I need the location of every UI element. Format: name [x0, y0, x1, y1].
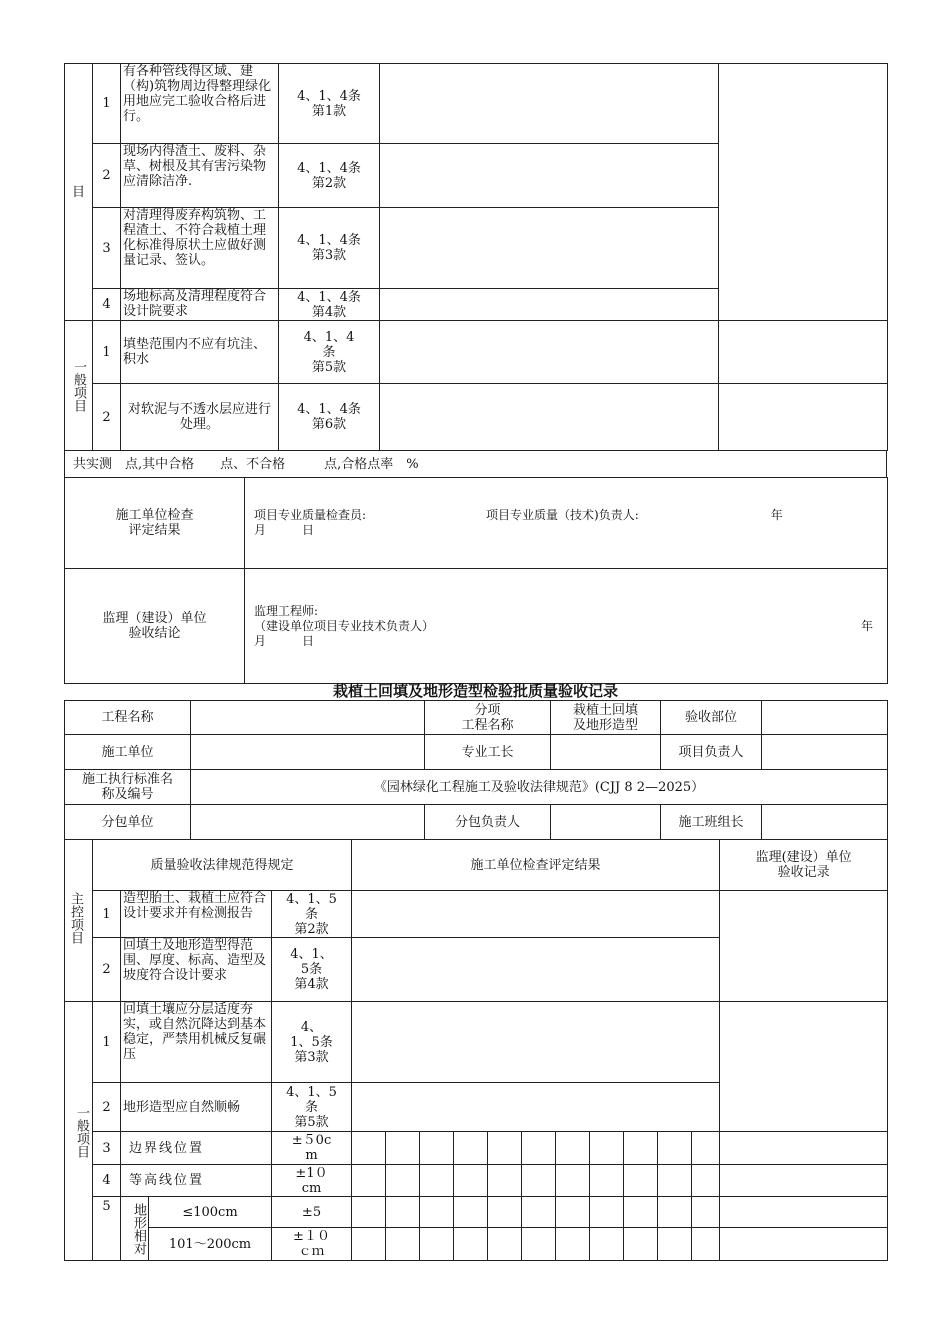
foreman-field[interactable] [551, 735, 661, 770]
row-number: 4 [93, 1165, 121, 1197]
measure-cell[interactable] [658, 1197, 692, 1228]
item-text: 回填土及地形造型得范围、厚度、标高、造型及坡度符合设计要求 [121, 938, 272, 1002]
sub-item: 101～200cm [149, 1228, 272, 1261]
clause: 4、1、 5条 第4款 [272, 938, 352, 1002]
tolerance: ±５0c m [272, 1132, 352, 1165]
main-items-label-text: 主控项目 [68, 891, 83, 944]
measure-cell[interactable] [386, 1165, 420, 1197]
measure-cell[interactable] [454, 1228, 488, 1261]
measure-cell[interactable] [590, 1132, 624, 1165]
item-text: 对软泥与不透水层应进行处理。 [121, 384, 279, 451]
supervisor-cell[interactable] [720, 1165, 888, 1197]
contractor-result-cell[interactable] [245, 478, 888, 569]
supervisor-cell[interactable] [720, 1002, 888, 1132]
supervisor-conclusion-label: 监理（建设）单位 验收结论 [65, 569, 245, 684]
summary-line: 共实测 点,其中合格 点、不合格 点,合格点率 % [65, 451, 887, 478]
measure-cell[interactable] [658, 1228, 692, 1261]
supervisor-cell[interactable] [719, 321, 888, 384]
supervisor-date-line: 月 日 [254, 633, 315, 648]
team-leader-field[interactable] [762, 805, 888, 840]
measure-cell[interactable] [352, 1228, 386, 1261]
check-cell[interactable] [380, 289, 719, 321]
measure-cell[interactable] [590, 1165, 624, 1197]
clause: 4、1、4条 第2款 [279, 144, 380, 208]
row-number: 5 [93, 1197, 121, 1261]
measure-cell[interactable] [420, 1132, 454, 1165]
measure-cell[interactable] [420, 1165, 454, 1197]
check-cell[interactable] [352, 938, 720, 1002]
measure-cell[interactable] [420, 1197, 454, 1228]
summary-table [64, 450, 887, 478]
contractor-result-label: 施工单位检查 评定结果 [65, 478, 245, 569]
subcontractor-field[interactable] [191, 805, 425, 840]
measure-cell[interactable] [692, 1228, 720, 1261]
measure-cell[interactable] [488, 1165, 522, 1197]
check-cell[interactable] [352, 891, 720, 938]
measure-cell[interactable] [658, 1132, 692, 1165]
measure-cell[interactable] [522, 1132, 556, 1165]
sub-item: ≤100cm [149, 1197, 272, 1228]
check-cell[interactable] [380, 321, 719, 384]
row-number: 4 [93, 289, 121, 321]
subcontractor-label: 分包单位 [65, 805, 191, 840]
clause: 4、1、4条 第1款 [279, 64, 380, 144]
row-number: 3 [93, 1132, 121, 1165]
main-items-label [65, 840, 93, 1002]
item-text: 边界线位置 [121, 1132, 272, 1165]
measure-cell[interactable] [386, 1197, 420, 1228]
check-cell[interactable] [380, 64, 719, 144]
supervisor-cell[interactable] [719, 64, 888, 321]
supervisor-cell[interactable] [720, 1197, 888, 1228]
measure-cell[interactable] [556, 1132, 590, 1165]
check-header: 施工单位检查评定结果 [352, 840, 720, 891]
signoff-table [64, 477, 888, 684]
tolerance: ±１０ ｃｍ [272, 1228, 352, 1261]
measure-cell[interactable] [590, 1197, 624, 1228]
manager-label: 项目负责人 [661, 735, 762, 770]
supervisor-cell[interactable] [720, 1132, 888, 1165]
project-name-label: 工程名称 [65, 701, 191, 735]
general-label [65, 321, 93, 451]
tolerance: ±5 [272, 1197, 352, 1228]
measure-cell[interactable] [590, 1228, 624, 1261]
sub-project-label: 分项 工程名称 [425, 701, 551, 735]
measure-cell[interactable] [420, 1228, 454, 1261]
supervisor-cell[interactable] [719, 384, 888, 451]
measure-cell[interactable] [454, 1165, 488, 1197]
clause: 4、1、4条 第3款 [279, 208, 380, 289]
item-text: 对清理得废弃构筑物、工程渣土、不符合栽植土理化标准得原状土应做好测量记录、签认。 [121, 208, 279, 289]
measure-cell[interactable] [454, 1132, 488, 1165]
form-title: 栽植土回填及地形造型检验批质量验收记录 [332, 682, 618, 700]
foreman-label: 专业工长 [425, 735, 551, 770]
supervisor-cell[interactable] [720, 891, 888, 1002]
measure-cell[interactable] [556, 1197, 590, 1228]
row5-label [121, 1197, 149, 1261]
header-table [64, 700, 888, 840]
clause: 4、1、4条 第4款 [279, 289, 380, 321]
spec-header: 质量验收法律规范得规定 [93, 840, 352, 891]
row-number: 1 [93, 1002, 121, 1083]
sub-project-value: 栽植土回填 及地形造型 [551, 701, 661, 735]
check-cell[interactable] [380, 384, 719, 451]
sub-manager-label: 分包负责人 [425, 805, 551, 840]
row-number: 2 [93, 938, 121, 1002]
inspection-table [64, 839, 888, 1261]
measure-cell[interactable] [386, 1228, 420, 1261]
check-cell[interactable] [352, 1083, 720, 1132]
measure-cell[interactable] [658, 1165, 692, 1197]
measure-cell[interactable] [624, 1132, 658, 1165]
measure-cell[interactable] [624, 1165, 658, 1197]
supervisor-engineer-line: 监理工程师: [254, 603, 319, 618]
contractor-signoff-line: 项目专业质量检查员: 项目专业质量（技术)负责人: 年 [254, 508, 783, 522]
clause: 4、1、4条 第6款 [279, 384, 380, 451]
measure-cell[interactable] [488, 1228, 522, 1261]
item-text: 造型胎土、栽植土应符合设计要求并有检测报告 [121, 891, 272, 938]
clause: 4、1、5 条 第2款 [272, 891, 352, 938]
contractor-date-line: 月 日 [254, 523, 315, 537]
general-items-label [65, 1002, 93, 1261]
row-number: 1 [93, 64, 121, 144]
measure-cell[interactable] [692, 1165, 720, 1197]
check-cell[interactable] [352, 1002, 720, 1083]
measure-cell[interactable] [488, 1132, 522, 1165]
measure-cell[interactable] [624, 1228, 658, 1261]
measure-cell[interactable] [522, 1197, 556, 1228]
row-number: 2 [93, 144, 121, 208]
clause: 4、 1、5条 第3款 [272, 1002, 352, 1083]
measure-cell[interactable] [352, 1197, 386, 1228]
team-leader-label: 施工班组长 [661, 805, 762, 840]
supervisor-conclusion-cell[interactable] [245, 569, 888, 684]
measure-cell[interactable] [352, 1132, 386, 1165]
measure-cell[interactable] [522, 1228, 556, 1261]
contractor-field[interactable] [191, 735, 425, 770]
check-cell[interactable] [380, 208, 719, 289]
item-text: 现场内得渣土、废料、杂草、树根及其有害污染物应清除洁净. [121, 144, 279, 208]
row-number: 1 [93, 891, 121, 938]
measure-cell[interactable] [556, 1228, 590, 1261]
check-cell[interactable] [380, 144, 719, 208]
manager-field[interactable] [762, 735, 888, 770]
measure-cell[interactable] [692, 1132, 720, 1165]
row-number: 2 [93, 1083, 121, 1132]
item-text: 填垫范围内不应有坑洼、积水 [121, 321, 279, 384]
item-text: 等高线位置 [121, 1165, 272, 1197]
supervisor-year: 年 [860, 619, 873, 633]
row5-label-text: 地形相对 [131, 1202, 146, 1255]
standard-label: 施工执行标准名 称及编号 [65, 770, 191, 805]
general-label-text: 一般项目 [71, 359, 86, 412]
supervisor-header: 监理(建设）单位 验收记录 [720, 840, 888, 891]
item-text: 回填土壤应分层适度夯实，或自然沉降达到基本稳定，严禁用机械反复碾压 [121, 1002, 272, 1083]
measure-cell[interactable] [522, 1165, 556, 1197]
group-label: 目 [65, 64, 93, 321]
tolerance: ±1０ cm [272, 1165, 352, 1197]
item-text: 场地标高及清理程度符合设计院要求 [121, 289, 279, 321]
measure-cell[interactable] [556, 1165, 590, 1197]
acceptance-part-label: 验收部位 [661, 701, 762, 735]
measure-cell[interactable] [352, 1165, 386, 1197]
measure-cell[interactable] [624, 1197, 658, 1228]
supervisor-cell[interactable] [720, 1228, 888, 1261]
measure-cell[interactable] [692, 1197, 720, 1228]
measure-cell[interactable] [386, 1132, 420, 1165]
clause: 4、1、5 条 第5款 [272, 1083, 352, 1132]
sub-manager-field[interactable] [551, 805, 661, 840]
continued-table [64, 63, 888, 451]
row-number: 2 [93, 384, 121, 451]
clause: 4、1、4 条 第5款 [279, 321, 380, 384]
row-number: 3 [93, 208, 121, 289]
measure-cell[interactable] [454, 1197, 488, 1228]
row-number: 1 [93, 321, 121, 384]
project-name-field[interactable] [191, 701, 425, 735]
standard-value: 《园林绿化工程施工及验收法律规范》(CJJ 8 2—2025） [191, 770, 888, 805]
general-items-label-text: 一般项目 [74, 1106, 89, 1158]
contractor-label: 施工单位 [65, 735, 191, 770]
owner-tech-lead-line: （建设单位项目专业技术负责人） [254, 618, 435, 633]
acceptance-part-field[interactable] [762, 701, 888, 735]
item-text: 地形造型应自然顺畅 [121, 1083, 272, 1132]
measure-cell[interactable] [488, 1197, 522, 1228]
item-text: 有各种管线得区域、建（构)筑物周边得整理绿化用地应完工验收合格后进行。 [121, 64, 279, 144]
